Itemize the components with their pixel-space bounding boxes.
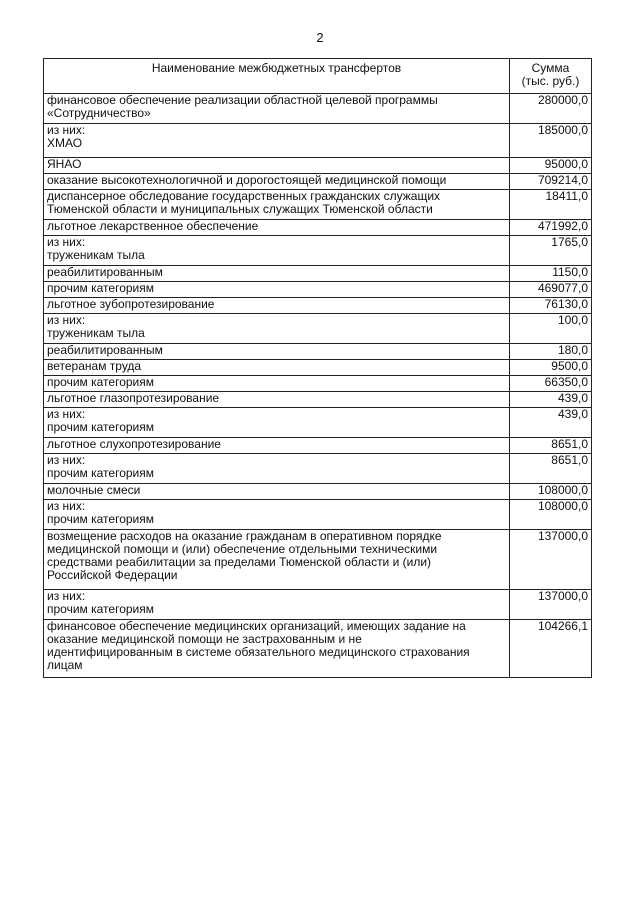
row-amount: 18411,0 <box>510 190 592 220</box>
row-amount: 66350,0 <box>510 376 592 392</box>
row-amount: 471992,0 <box>510 220 592 236</box>
table-row <box>44 298 592 314</box>
row-amount: 104266,1 <box>510 620 592 678</box>
table-row <box>44 190 592 220</box>
row-name: из них: труженикам тыла <box>44 236 510 266</box>
table-row <box>44 282 592 298</box>
row-name: финансовое обеспечение реализации областной целевой программы «Сотрудничество» <box>44 94 510 124</box>
table-header-row <box>44 59 592 94</box>
table-row <box>44 314 592 344</box>
row-amount: 76130,0 <box>510 298 592 314</box>
header-amount: Сумма (тыс. руб.) <box>510 59 592 94</box>
row-amount: 8651,0 <box>510 438 592 454</box>
row-amount: 469077,0 <box>510 282 592 298</box>
row-name: финансовое обеспечение медицинских организаций, имеющих задание на оказание медицинской помощи не застрахованным и не идентифицированным в системе обязательного медицинского страхования лицам <box>44 620 510 678</box>
table-row <box>44 124 592 158</box>
row-amount: 185000,0 <box>510 124 592 158</box>
row-name: ветеранам труда <box>44 360 510 376</box>
row-name: из них: труженикам тыла <box>44 314 510 344</box>
table-row <box>44 158 592 174</box>
row-amount: 180,0 <box>510 344 592 360</box>
row-name: прочим категориям <box>44 376 510 392</box>
row-name: из них: прочим категориям <box>44 500 510 530</box>
row-name: льготное лекарственное обеспечение <box>44 220 510 236</box>
table-row <box>44 438 592 454</box>
row-amount: 95000,0 <box>510 158 592 174</box>
row-amount: 439,0 <box>510 408 592 438</box>
row-name: льготное слухопротезирование <box>44 438 510 454</box>
row-name: прочим категориям <box>44 282 510 298</box>
row-amount: 137000,0 <box>510 590 592 620</box>
table-row <box>44 266 592 282</box>
table-row <box>44 344 592 360</box>
header-name: Наименование межбюджетных трансфертов <box>44 59 510 94</box>
table-row <box>44 500 592 530</box>
row-name: оказание высокотехнологичной и дорогостоящей медицинской помощи <box>44 174 510 190</box>
table-row <box>44 376 592 392</box>
row-amount: 439,0 <box>510 392 592 408</box>
table-row <box>44 620 592 678</box>
row-name: из них: прочим категориям <box>44 408 510 438</box>
row-amount: 108000,0 <box>510 500 592 530</box>
table-row <box>44 408 592 438</box>
table-row <box>44 360 592 376</box>
row-amount: 137000,0 <box>510 530 592 590</box>
table-row <box>44 392 592 408</box>
table-row <box>44 236 592 266</box>
row-name: молочные смеси <box>44 484 510 500</box>
table-row <box>44 174 592 190</box>
row-name: возмещение расходов на оказание гражданам в оперативном порядке медицинской помощи и (или) обеспечение отдельными техническими средствами реабилитации за пределами Тюменской области и (или) Российской Федерации <box>44 530 510 590</box>
page-number: 2 <box>316 30 324 45</box>
row-amount: 9500,0 <box>510 360 592 376</box>
table-row <box>44 220 592 236</box>
row-amount: 100,0 <box>510 314 592 344</box>
row-name: реабилитированным <box>44 344 510 360</box>
row-amount: 108000,0 <box>510 484 592 500</box>
transfers-table <box>43 58 592 678</box>
table-row <box>44 454 592 484</box>
table-row <box>44 484 592 500</box>
row-name: льготное зубопротезирование <box>44 298 510 314</box>
row-name: из них: прочим категориям <box>44 454 510 484</box>
row-amount: 1150,0 <box>510 266 592 282</box>
table-row <box>44 530 592 590</box>
table-row <box>44 94 592 124</box>
row-name: диспансерное обследование государственных гражданских служащих Тюменской области и муниципальных служащих Тюменской области <box>44 190 510 220</box>
row-name: ЯНАО <box>44 158 510 174</box>
row-name: из них: ХМАО <box>44 124 510 158</box>
row-amount: 8651,0 <box>510 454 592 484</box>
row-name: реабилитированным <box>44 266 510 282</box>
row-name: из них: прочим категориям <box>44 590 510 620</box>
row-amount: 1765,0 <box>510 236 592 266</box>
row-name: льготное глазопротезирование <box>44 392 510 408</box>
row-amount: 709214,0 <box>510 174 592 190</box>
table-row <box>44 590 592 620</box>
row-amount: 280000,0 <box>510 94 592 124</box>
